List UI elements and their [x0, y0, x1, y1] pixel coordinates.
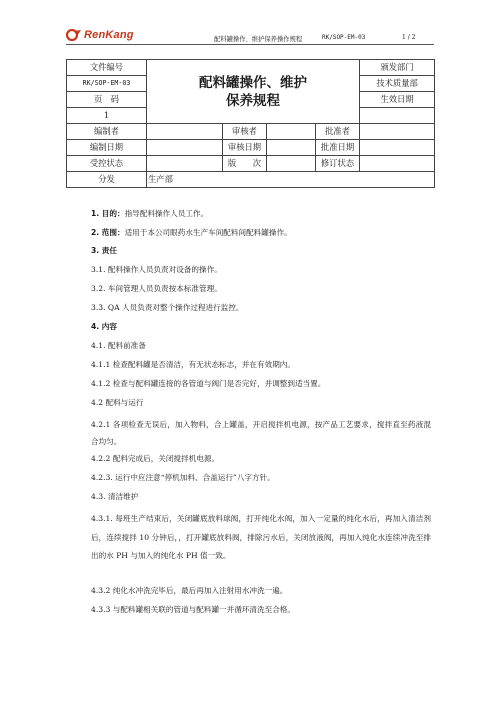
- effective-date-label: 生效日期: [360, 92, 435, 108]
- version-label: 版 次: [223, 156, 267, 172]
- section-responsibility-heading: 3. 责任: [91, 246, 117, 255]
- document-title-line1: 配料罐操作、维护: [199, 74, 308, 91]
- clause-3-2: 3.2. 车间管理人员负责按本标准管理。: [91, 284, 222, 293]
- clause-3-1: 3.1. 配料操作人员负责对设备的操作。: [91, 265, 222, 274]
- reviewer-label: 审核者: [223, 124, 267, 140]
- logo-text: RenKang: [84, 29, 134, 41]
- review-date-value: [267, 140, 316, 156]
- clause-4-3: 4.3. 清洁维护: [91, 492, 139, 501]
- controlled-status-value: [147, 156, 223, 172]
- document-control-table: [66, 59, 435, 188]
- distribution-value: 生产部: [147, 172, 435, 188]
- section-purpose: [91, 208, 208, 219]
- section-scope-text: 适用于本公司眼药水生产车间配料间配料罐操作。: [124, 228, 292, 237]
- renkang-logo-icon: [66, 29, 82, 41]
- header-doc-code: RK/SOP-EM-03: [322, 34, 366, 41]
- page-label: 页 码: [67, 92, 147, 108]
- document-title-line2: 保养规程: [226, 92, 281, 109]
- page-value: 1: [67, 108, 147, 124]
- header-divider: [66, 44, 434, 45]
- author-label: 编制者: [67, 124, 147, 140]
- clause-4-3-2: 4.3.2 纯化水冲洗完毕后，最后再加入注射用水冲洗一遍。: [91, 586, 288, 595]
- author-date-label: 编制日期: [67, 140, 147, 156]
- version-value: [267, 156, 316, 172]
- section-scope: [91, 227, 292, 238]
- revision-label: 修订状态: [316, 156, 360, 172]
- company-logo: [66, 29, 134, 41]
- approver-value: [360, 124, 435, 140]
- revision-value: [360, 156, 435, 172]
- section-scope-label: 2. 范围：: [91, 228, 125, 237]
- issuing-dept-label: 颁发部门: [360, 60, 435, 76]
- document-title: [147, 60, 360, 124]
- review-date-label: 审核日期: [223, 140, 267, 156]
- clause-4-1-1: 4.1.1 检查配料罐是否清洁，有无状态标志，并在有效期内。: [91, 360, 295, 369]
- header-page-number: 1 / 2: [402, 34, 416, 41]
- clause-4-2: 4.2 配料与运行: [91, 398, 144, 407]
- clause-4-1: 4.1. 配料前准备: [91, 341, 146, 350]
- distribution-label: 分发: [67, 172, 147, 188]
- section-content-heading: 4. 内容: [91, 322, 117, 331]
- clause-4-3-1: 4.3.1. 每班生产结束后，关闭罐底放料球阀，打开纯化水阀，加入一定量的纯化水后，再加入清洁剂后，连续搅拌 10 分钟后，，打开罐底放料阀，排除污水后，关闭放液阀，再加入纯化水连续冲洗至排出的水 PH 与加入的纯化水 PH 值一致。: [91, 514, 431, 560]
- header-doc-title: 配料罐操作、维护保养操作规程: [214, 36, 303, 43]
- issuing-dept-value: 技术质量部: [360, 76, 435, 92]
- approve-date-label: 批准日期: [316, 140, 360, 156]
- controlled-status-label: 受控状态: [67, 156, 147, 172]
- clause-4-2-3: 4.2.3. 运行中应注意“停机加料、合盖运行”八字方针。: [91, 473, 275, 482]
- author-value: [147, 124, 223, 140]
- page-header: [66, 28, 434, 50]
- clause-3-3: 3.3. QA 人员负责对整个操作过程进行监控。: [91, 303, 244, 312]
- clause-4-2-1: 4.2.1 各项检查无误后，加入物料，合上罐盖，开启搅拌机电源，按产品工艺要求，搅拌直至药液混合均匀。: [91, 420, 431, 446]
- clause-4-2-2: 4.2.2 配料完成后，关闭搅拌机电源。: [91, 454, 220, 463]
- reviewer-value: [267, 124, 316, 140]
- approver-label: 批准者: [316, 124, 360, 140]
- file-no-value: RK/SOP-EM-03: [67, 76, 147, 92]
- file-no-label: 文件编号: [67, 60, 147, 76]
- effective-date-value: [360, 108, 435, 124]
- author-date-value: [147, 140, 223, 156]
- clause-4-3-3: 4.3.3 与配料罐相关联的管道与配料罐一并循环清洗至合格。: [91, 605, 295, 614]
- approve-date-value: [360, 140, 435, 156]
- section-purpose-text: 指导配料操作人员工作。: [124, 209, 209, 218]
- clause-4-1-2: 4.1.2 检查与配料罐连接的各管道与阀门是否完好，并调整到适当置。: [91, 379, 326, 388]
- section-purpose-label: 1. 目的：: [91, 209, 125, 218]
